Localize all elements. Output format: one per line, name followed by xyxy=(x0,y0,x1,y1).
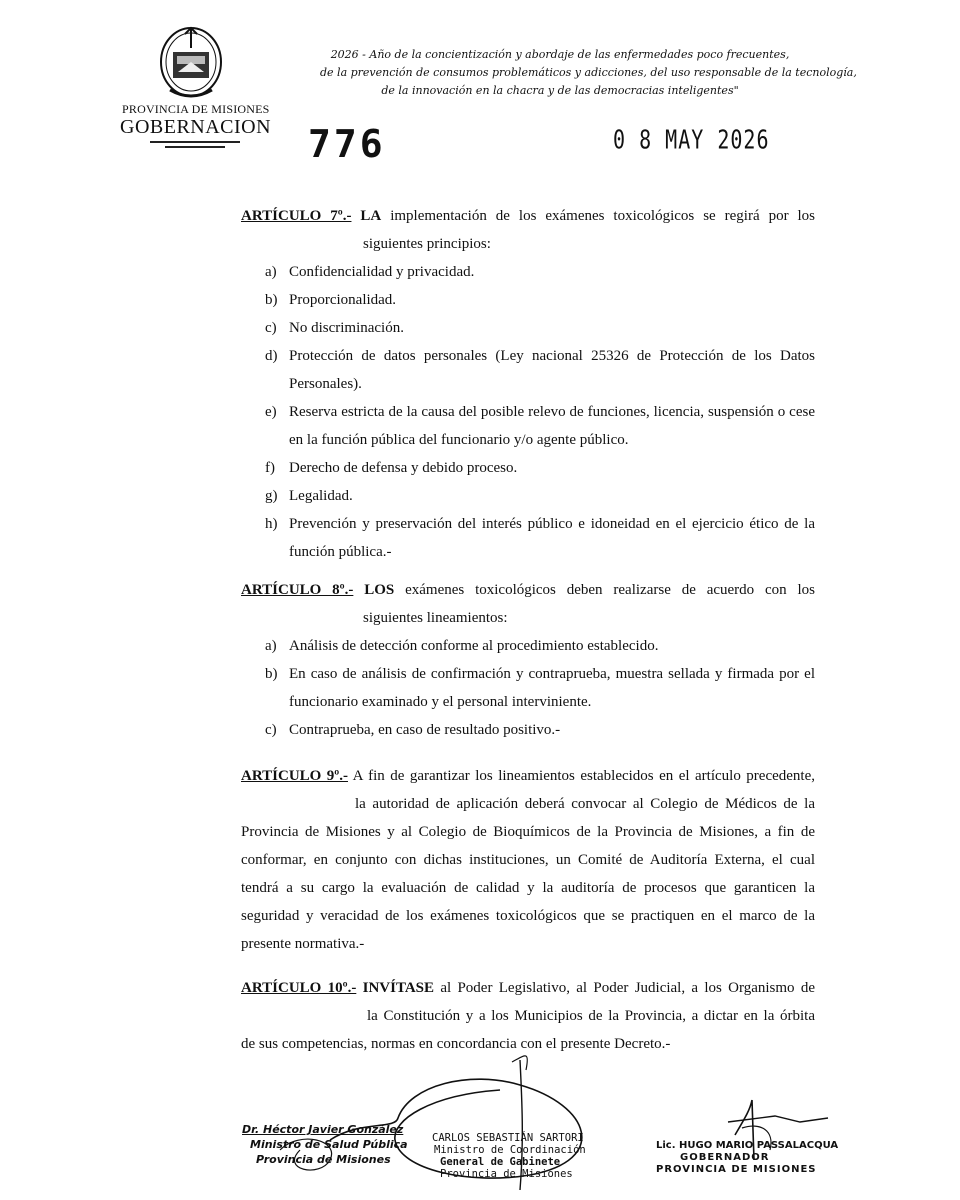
motto-line: 2026 - Año de la concientización y abordaje de las enfermedades poco frecuentes, xyxy=(330,48,790,61)
item-letter: a) xyxy=(265,638,277,654)
item-letter: a) xyxy=(265,264,277,280)
list-item xyxy=(265,660,815,716)
article-text: la autoridad de aplicación deberá convocar al Colegio de Médicos de la xyxy=(355,796,815,812)
signer-title: General de Gabinete xyxy=(440,1156,561,1168)
article-9 xyxy=(241,762,815,958)
item-text: Protección de datos personales (Ley nacional 25326 de Protección de los Datos Personales). xyxy=(289,348,815,392)
list-item xyxy=(265,314,815,342)
article-8 xyxy=(241,576,815,744)
article-text: A fin de garantizar los lineamientos establecidos en el artículo precedente, xyxy=(352,768,815,784)
item-letter: b) xyxy=(265,666,278,682)
item-letter: c) xyxy=(265,320,277,336)
item-text: Reserva estricta de la causa del posible relevo de funciones, licencia, suspensión o cese en la función pública del funcionario y/o agente público. xyxy=(289,404,815,448)
article-lead: LOS xyxy=(364,582,395,598)
signer-org: Provincia de Misiones xyxy=(256,1153,391,1166)
article-10 xyxy=(241,974,815,1058)
decree-number: 776 xyxy=(308,122,386,166)
article-title: ARTÍCULO 7º.- xyxy=(241,208,352,224)
article-text: exámenes toxicológicos deben realizarse de acuerdo con los xyxy=(405,582,816,598)
provincial-seal-icon xyxy=(156,22,226,100)
list-item xyxy=(265,342,815,398)
article-title: ARTÍCULO 9º.- xyxy=(241,768,348,784)
article-title: ARTÍCULO 10º.- xyxy=(241,980,357,996)
article-text: Provincia de Misiones y al Colegio de Bioquímicos de la Provincia de Misiones, a fin de conformar, en conjunto con dichas instituciones, un Comité de Auditoría Externa, el cual tendrá a su cargo la evaluación de calidad y la auditoría de procesos que garanticen la seguridad y veracidad de los exámenes toxicológicos que se practiquen en el marco de la presente normativa.- xyxy=(241,824,815,952)
year-motto xyxy=(320,46,857,100)
article-text: implementación de los exámenes toxicológicos se regirá por los xyxy=(390,208,816,224)
item-letter: b) xyxy=(265,292,278,308)
article-text: de sus competencias, normas en concordancia con el presente Decreto.- xyxy=(241,1036,671,1052)
province-label: PROVINCIA DE MISIONES xyxy=(122,102,270,116)
motto-line: de la prevención de consumos problemáticos y adicciones, del uso responsable de la tecnología, xyxy=(320,66,857,79)
list-item xyxy=(265,510,815,566)
decree-date-stamp: 0 8 MAY 2026 xyxy=(613,124,770,156)
list-item xyxy=(265,258,815,286)
signature-block-governor xyxy=(656,1140,838,1176)
signer-name: Dr. Héctor Javier González xyxy=(242,1123,404,1136)
article-title: ARTÍCULO 8º.- xyxy=(241,582,354,598)
list-item xyxy=(265,716,815,744)
article-text: la Constitución y a los Municipios de la Provincia, a dictar en la órbita xyxy=(367,1008,815,1024)
item-text: Proporcionalidad. xyxy=(289,292,397,308)
article-lead: LA xyxy=(360,208,382,224)
signature-block-cabinet-minister xyxy=(432,1132,586,1180)
list-item xyxy=(265,286,815,314)
item-letter: d) xyxy=(265,348,278,364)
signer-org: PROVINCIA DE MISIONES xyxy=(656,1164,817,1175)
signer-title: Ministro de Coordinación xyxy=(434,1144,586,1156)
item-letter: h) xyxy=(265,516,278,532)
article-lead: INVÍTASE xyxy=(362,980,435,996)
item-text: Contraprueba, en caso de resultado positivo.- xyxy=(289,722,561,738)
header-rule xyxy=(165,146,225,148)
signer-org: Provincia de Misiones xyxy=(440,1168,573,1180)
list-item xyxy=(265,398,815,454)
signature-block-health-minister xyxy=(242,1122,408,1167)
item-letter: e) xyxy=(265,404,277,420)
item-letter: c) xyxy=(265,722,277,738)
signer-name: CARLOS SEBASTIÁN SARTORI xyxy=(432,1132,584,1144)
article-7 xyxy=(241,202,815,566)
item-text: Derecho de defensa y debido proceso. xyxy=(289,460,518,476)
signer-name: Lic. HUGO MARIO PASSALACQUA xyxy=(656,1140,839,1151)
signer-title: GOBERNADOR xyxy=(680,1152,770,1163)
signer-title: Ministro de Salud Pública xyxy=(250,1138,408,1151)
header-rule xyxy=(150,141,240,143)
item-letter: f) xyxy=(265,460,275,476)
list-item xyxy=(265,482,815,510)
list-item xyxy=(265,454,815,482)
article-text: siguientes lineamientos: xyxy=(363,610,508,626)
motto-line: de la innovación en la chacra y de las democracias inteligentes" xyxy=(381,84,739,97)
item-text: Legalidad. xyxy=(289,488,353,504)
item-letter: g) xyxy=(265,488,278,504)
item-text: Confidencialidad y privacidad. xyxy=(289,264,475,280)
item-text: No discriminación. xyxy=(289,320,404,336)
item-text: Prevención y preservación del interés público e idoneidad en el ejercicio ético de la función pública.- xyxy=(289,516,815,560)
office-label: GOBERNACION xyxy=(120,116,272,138)
list-item xyxy=(265,632,815,660)
item-text: Análisis de detección conforme al procedimiento establecido. xyxy=(289,638,659,654)
article-text: siguientes principios: xyxy=(363,236,491,252)
item-text: En caso de análisis de confirmación y contraprueba, muestra sellada y firmada por el funcionario examinado y el personal interviniente. xyxy=(289,666,815,710)
article-text: al Poder Legislativo, al Poder Judicial, a los Organismo de xyxy=(440,980,815,996)
